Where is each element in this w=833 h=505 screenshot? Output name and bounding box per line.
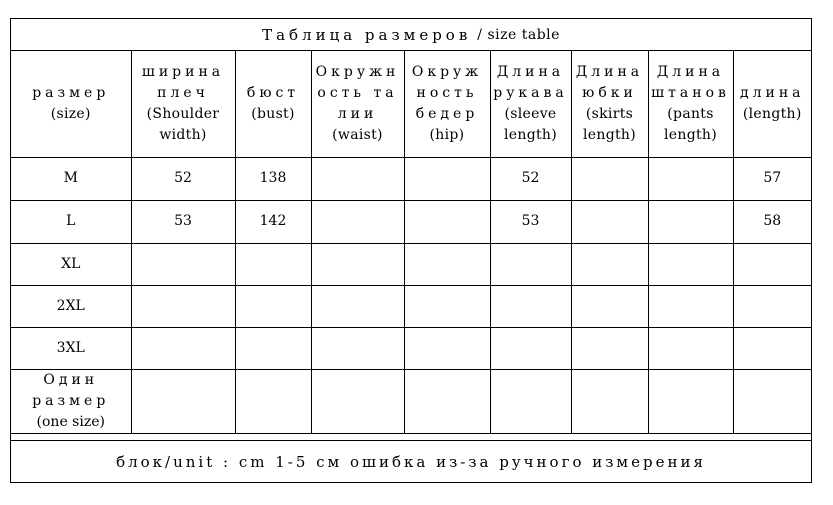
table-cell xyxy=(311,157,404,200)
header-pants: Длина штанов (pants length) xyxy=(648,51,733,157)
table-row xyxy=(11,200,811,243)
table-cell xyxy=(131,327,235,369)
table-cell: 52 xyxy=(490,157,571,200)
table-row xyxy=(11,327,811,369)
header-length: длина (length) xyxy=(733,51,811,157)
table-cell xyxy=(648,243,733,285)
table-cell xyxy=(131,285,235,327)
table-cell xyxy=(571,327,648,369)
size-chart xyxy=(10,18,812,483)
table-cell xyxy=(404,243,490,285)
title-ru: Таблица размеров xyxy=(262,25,472,44)
table-cell xyxy=(404,369,490,433)
size-label: XL xyxy=(11,243,131,285)
table-cell: 53 xyxy=(490,200,571,243)
table-cell xyxy=(131,369,235,433)
table-cell xyxy=(648,200,733,243)
header-hip: Окружность бедер (hip) xyxy=(404,51,490,157)
header-shoulder: ширина плеч (Shoulder width) xyxy=(131,51,235,157)
table-cell xyxy=(571,200,648,243)
table-row xyxy=(11,285,811,327)
table-cell xyxy=(490,327,571,369)
table-cell: 53 xyxy=(131,200,235,243)
header-waist: Окружность талии (waist) xyxy=(311,51,404,157)
table-cell xyxy=(648,369,733,433)
table-cell xyxy=(311,327,404,369)
size-label: L xyxy=(11,200,131,243)
table-cell xyxy=(733,285,811,327)
table-cell xyxy=(235,369,311,433)
table-cell xyxy=(404,200,490,243)
table-cell: 52 xyxy=(131,157,235,200)
header-skirt: Длина юбки (skirts length) xyxy=(571,51,648,157)
table-cell xyxy=(311,285,404,327)
table-cell xyxy=(490,243,571,285)
table-cell: 138 xyxy=(235,157,311,200)
size-label: 2XL xyxy=(11,285,131,327)
size-table xyxy=(11,51,811,434)
table-cell xyxy=(235,285,311,327)
table-title xyxy=(11,19,811,51)
table-cell xyxy=(648,327,733,369)
size-label: 3XL xyxy=(11,327,131,369)
table-cell xyxy=(235,243,311,285)
size-label: M xyxy=(11,157,131,200)
table-cell: 142 xyxy=(235,200,311,243)
table-cell xyxy=(571,243,648,285)
table-cell xyxy=(235,327,311,369)
table-cell xyxy=(404,327,490,369)
size-label-one-size: Один размер (one size) xyxy=(11,369,131,433)
table-cell xyxy=(404,157,490,200)
table-row xyxy=(11,243,811,285)
table-cell xyxy=(311,200,404,243)
header-size: размер (size) xyxy=(11,51,131,157)
table-cell xyxy=(648,157,733,200)
table-cell xyxy=(490,369,571,433)
table-cell xyxy=(733,243,811,285)
table-cell xyxy=(571,285,648,327)
table-cell xyxy=(648,285,733,327)
title-en: / size table xyxy=(477,26,560,43)
table-cell xyxy=(311,243,404,285)
table-cell xyxy=(571,157,648,200)
table-cell: 57 xyxy=(733,157,811,200)
table-cell xyxy=(311,369,404,433)
table-cell xyxy=(733,327,811,369)
header-bust: бюст (bust) xyxy=(235,51,311,157)
table-row xyxy=(11,157,811,200)
table-row xyxy=(11,369,811,433)
table-cell xyxy=(490,285,571,327)
table-cell xyxy=(404,285,490,327)
footer-note: блок/unit : cm 1-5 см ошибка из-за ручного измерения xyxy=(11,440,811,482)
table-cell: 58 xyxy=(733,200,811,243)
header-row xyxy=(11,51,811,157)
table-cell xyxy=(733,369,811,433)
header-sleeve: Длина рукава (sleeve length) xyxy=(490,51,571,157)
table-cell xyxy=(131,243,235,285)
table-cell xyxy=(571,369,648,433)
